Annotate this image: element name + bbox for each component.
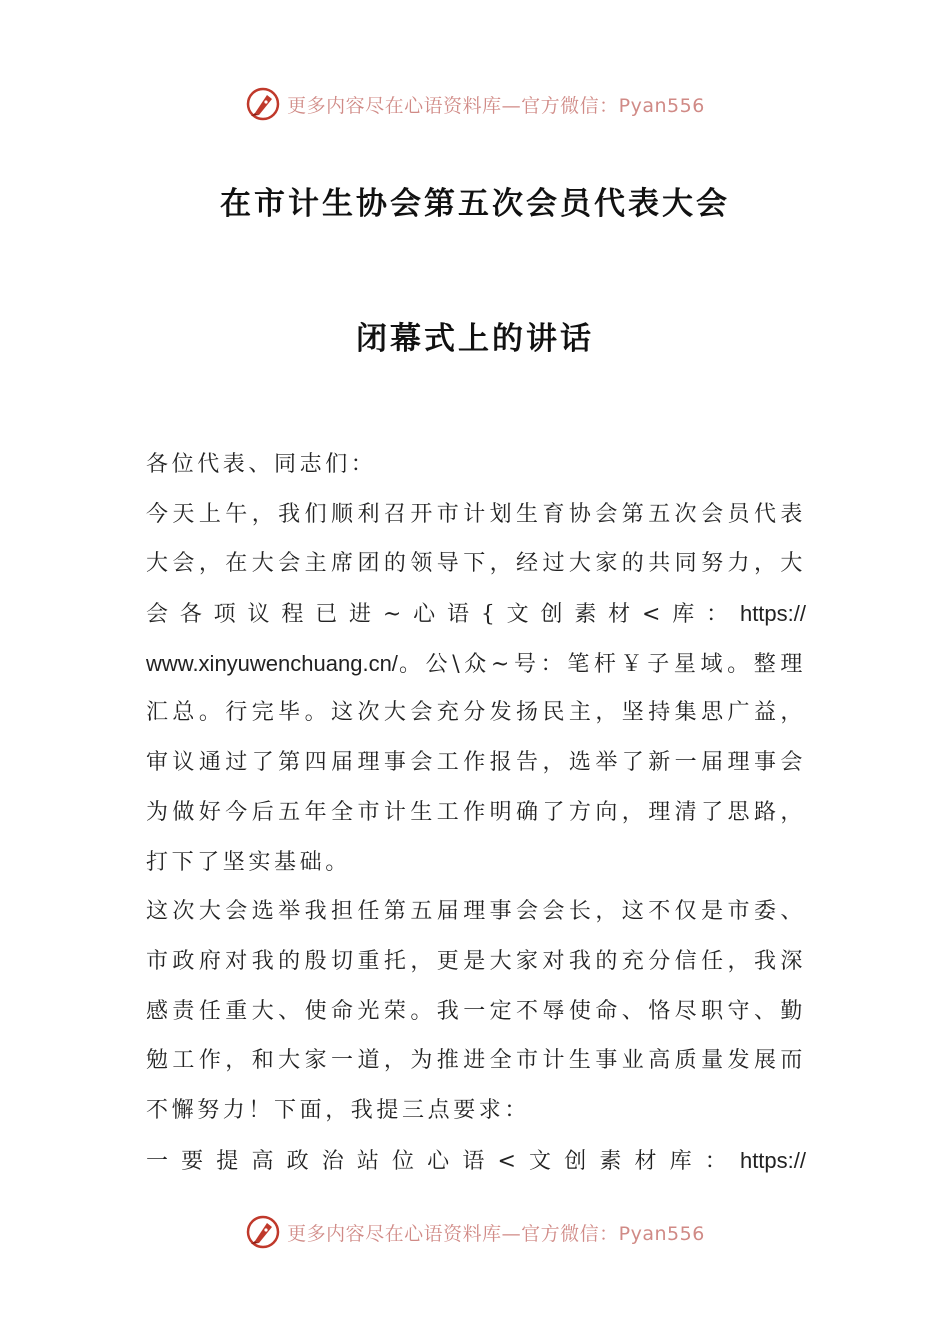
body-line (146, 1036, 806, 1086)
banner-wechat-id: Pyan556 (618, 1222, 705, 1245)
body-line-text: 会各项议程已进~心语{文创素材<库： (146, 602, 740, 628)
body-line (146, 688, 806, 738)
body-line-text: 。公\众~号：笔杆￥子星域。整理 (397, 651, 806, 677)
document-title-line1: 在市计生协会第五次会员代表大会 (220, 186, 730, 222)
body-line (146, 838, 806, 888)
body-line-text: 各位代表、同志们： (146, 452, 377, 477)
body-line (146, 639, 806, 689)
body-line (146, 589, 806, 639)
body-line (146, 887, 806, 937)
banner-text: 更多内容尽在心语资料库—官方微信：Pyan556 (287, 94, 705, 117)
body-line (146, 788, 806, 838)
pen-nib-logo-icon (245, 86, 281, 122)
body-line-text: 不懈努力！下面，我提三点要求： (146, 1097, 531, 1123)
body-line-text: 大会，在大会主席团的领导下，经过大家的共同努力，大 (146, 551, 806, 577)
url-text: www.xinyuwenchuang.cn/ (146, 650, 398, 676)
footer-banner (0, 1212, 950, 1252)
header-banner (0, 84, 950, 124)
speech-body (146, 440, 806, 1185)
body-line (146, 1136, 806, 1186)
body-line-text: 一要提高政治站位心语<文创素材库： (146, 1148, 740, 1174)
body-line (146, 937, 806, 987)
body-line-text: 勉工作，和大家一道，为推进全市计生事业高质量发展而 (146, 1048, 806, 1074)
url-text: https:// (739, 1147, 806, 1173)
body-line-text: 市政府对我的殷切重托，更是大家对我的充分信任，我深 (146, 948, 806, 974)
banner-text: 更多内容尽在心语资料库—官方微信：Pyan556 (287, 1222, 705, 1245)
body-line (146, 1086, 806, 1136)
pen-nib-logo-icon (245, 1214, 281, 1250)
body-line-text: 今天上午，我们顺利召开市计划生育协会第五次会员代表 (146, 501, 806, 527)
url-text: https:// (739, 601, 806, 627)
body-line-text: 汇总。行完毕。这次大会充分发扬民主，坚持集思广益， (146, 700, 806, 726)
body-line (146, 738, 806, 788)
body-line (146, 440, 806, 490)
document-title-line2: 闭幕式上的讲话 (356, 321, 594, 357)
banner-wechat-id: Pyan556 (618, 94, 705, 117)
body-line (146, 987, 806, 1037)
body-line-text: 这次大会选举我担任第五届理事会会长，这不仅是市委、 (146, 899, 806, 925)
body-line-text: 打下了坚实基础。 (146, 849, 351, 875)
body-line-text: 审议通过了第四届理事会工作报告，选举了新一届理事会 (146, 750, 806, 776)
body-line-text: 为做好今后五年全市计生工作明确了方向，理清了思路， (146, 799, 806, 825)
body-line-text: 感责任重大、使命光荣。我一定不辱使命、恪尽职守、勤 (146, 998, 806, 1024)
body-line (146, 539, 806, 589)
body-line (146, 490, 806, 540)
